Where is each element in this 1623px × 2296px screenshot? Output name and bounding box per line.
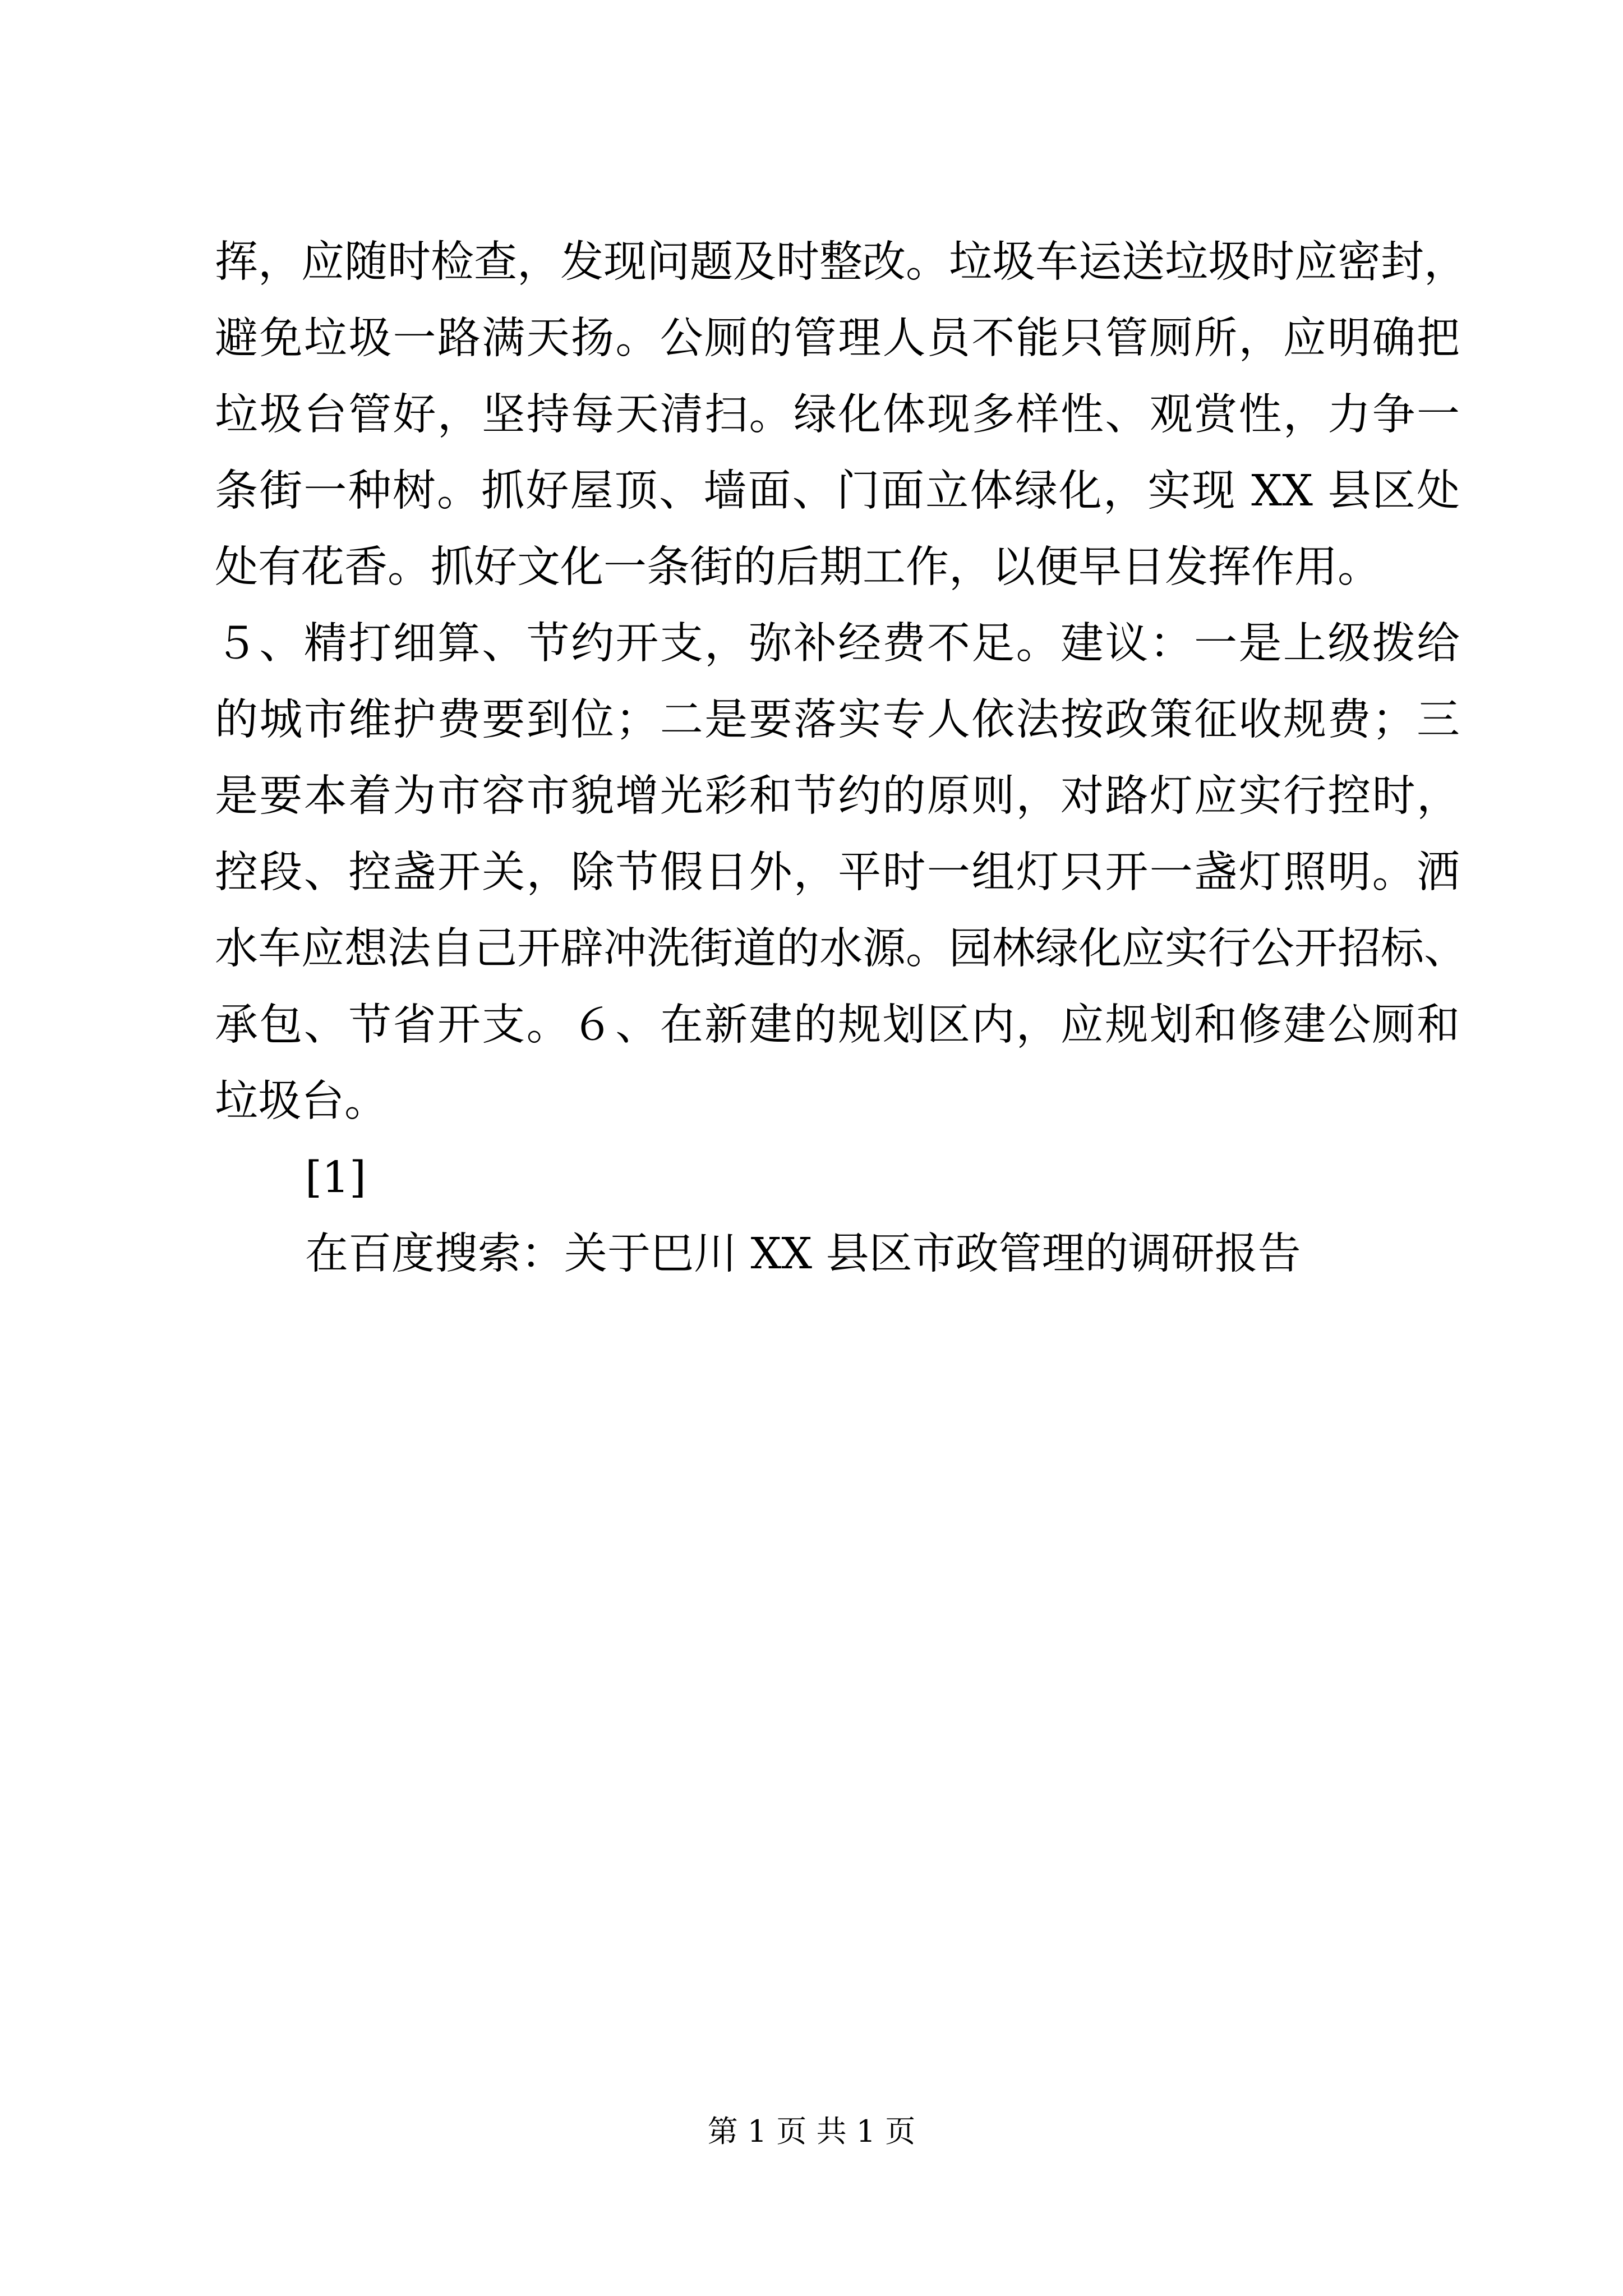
body-line-4: 条街一种树。抓好屋顶、墙面、门面立体绿化，实现 XX 县区处 — [215, 466, 1460, 516]
body-line-11: 承包、节省开支。６、在新建的规划区内，应规划和修建公厕和 — [215, 1000, 1460, 1050]
body-line-6: ５、精打细算、节约开支，弥补经费不足。建议：一是上级拨给 — [215, 619, 1460, 669]
body-line-7: 的城市维护费要到位；二是要落实专人依法按政策征收规费；三 — [215, 695, 1460, 745]
body-line-1: 挥，应随时检查，发现问题及时整改。垃圾车运送垃圾时应密封， — [215, 237, 1467, 287]
body-line-3: 垃圾台管好，坚持每天清扫。绿化体现多样性、观赏性，力争一 — [215, 390, 1460, 440]
document-body — [215, 224, 1467, 1292]
body-line-10: 水车应想法自己开辟冲洗街道的水源。园林绿化应实行公开招标、 — [215, 924, 1467, 974]
body-line-2: 避免垃圾一路满天扬。公厕的管理人员不能只管厕所，应明确把 — [215, 314, 1460, 364]
body-line-12: 垃圾台。 — [215, 1076, 388, 1126]
body-line-9: 控段、控盏开关，除节假日外，平时一组灯只开一盏灯照明。洒 — [215, 848, 1460, 898]
body-line-8: 是要本着为市容市貌增光彩和节约的原则，对路灯应实行控时， — [215, 771, 1460, 821]
page-footer: 第 1 页 共 1 页 — [707, 2114, 916, 2149]
footnote-reference: [1] — [305, 1153, 367, 1203]
search-hint-line: 在百度搜索：关于巴川 XX 县区市政管理的调研报告 — [305, 1229, 1301, 1279]
body-line-5: 处有花香。抓好文化一条街的后期工作，以便早日发挥作用。 — [215, 542, 1381, 592]
